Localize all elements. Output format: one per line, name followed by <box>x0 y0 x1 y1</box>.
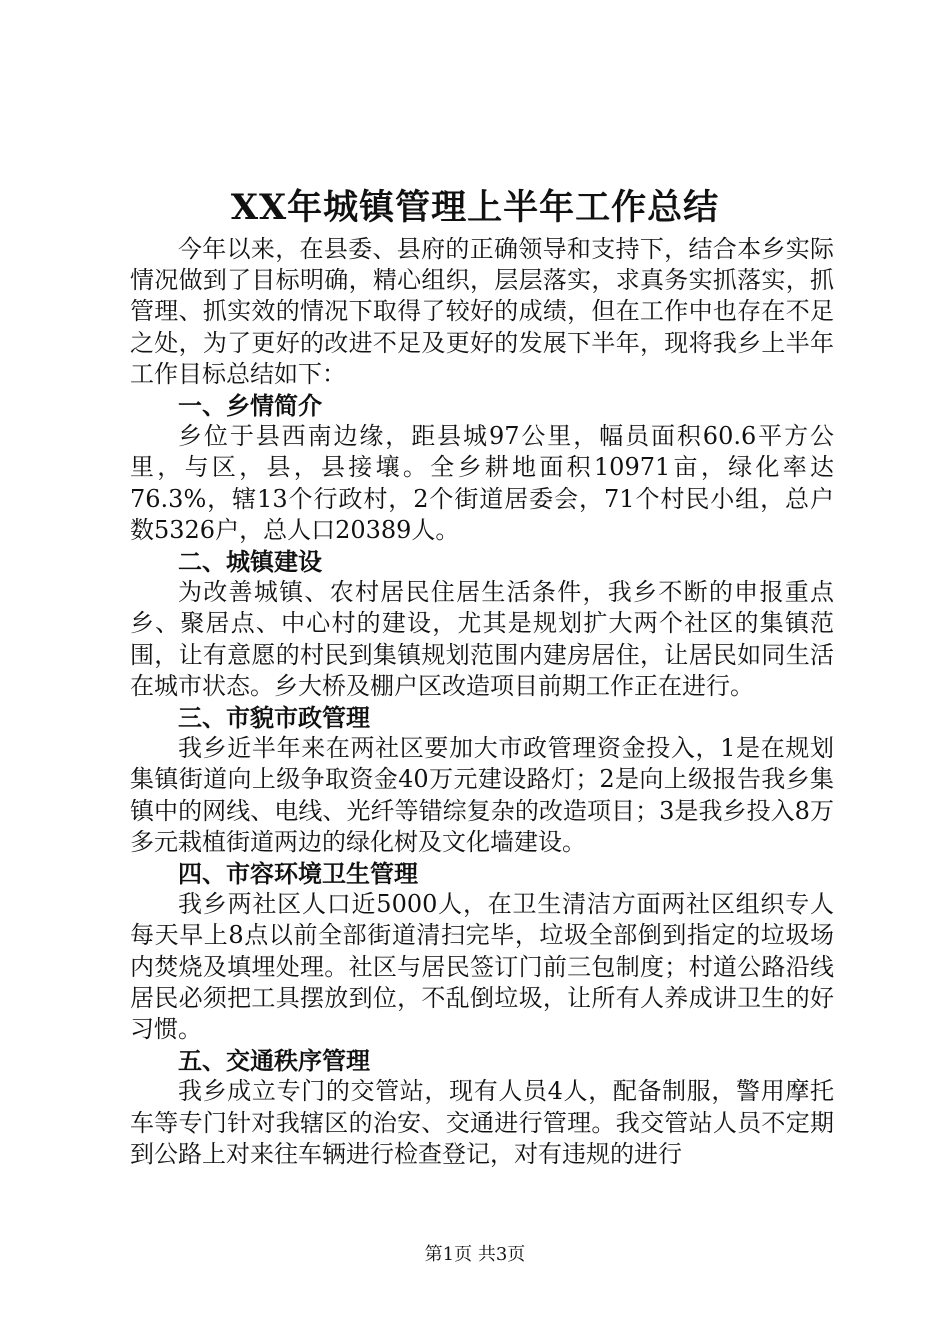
page-number-footer: 第1页 共3页 <box>424 1244 526 1265</box>
section-heading-1: 一、乡情简介 <box>178 391 322 421</box>
section-paragraph-4: 我乡两社区人口近5000人，在卫生清洁方面两社区组织专人每天早上8点以前全部街道清扫完毕，垃圾全部倒到指定的垃圾场内焚烧及填埋处理。社区与居民签订门前三包制度；村道公路沿线居民必须把工具摆放到位，不乱倒垃圾，让所有人养成讲卫生的好习惯。 <box>130 890 834 1044</box>
section-heading-5: 五、交通秩序管理 <box>178 1046 370 1076</box>
section-paragraph-2: 为改善城镇、农村居民住居生活条件，我乡不断的申报重点乡、聚居点、中心村的建设，尤其是规划扩大两个社区的集镇范围，让有意愿的村民到集镇规划范围内建房居住，让居民如同生活在城市状态。乡大桥及棚户区改造项目前期工作正在进行。 <box>130 578 834 700</box>
section-heading-2: 二、城镇建设 <box>178 547 322 577</box>
document-body <box>130 234 834 1170</box>
intro-paragraph: 今年以来，在县委、县府的正确领导和支持下，结合本乡实际情况做到了目标明确，精心组织，层层落实，求真务实抓落实，抓管理、抓实效的情况下取得了较好的成绩，但在工作中也存在不足之处，为了更好的改进不足及更好的发展下半年，现将我乡上半年工作目标总结如下： <box>130 235 834 388</box>
section-paragraph-1: 乡位于县西南边缘，距县城97公里，幅员面积60.6平方公里，与区，县，县接壤。全乡耕地面积10971亩，绿化率达76.3%，辖13个行政村，2个街道居委会，71个村民小组，总户数5326户，总人口20389人。 <box>130 422 834 544</box>
section-heading-4: 四、市容环境卫生管理 <box>178 859 418 889</box>
section-paragraph-3: 我乡近半年来在两社区要加大市政管理资金投入，1是在规划集镇街道向上级争取资金40万元建设路灯；2是向上级报告我乡集镇中的网线、电线、光纤等错综复杂的改造项目；3是我乡投入8万多元栽植街道两边的绿化树及文化墙建设。 <box>130 734 834 856</box>
section-heading-3: 三、市貌市政管理 <box>178 703 370 733</box>
document-title: XX年城镇管理上半年工作总结 <box>230 187 720 228</box>
section-paragraph-5: 我乡成立专门的交管站，现有人员4人，配备制服，警用摩托车等专门针对我辖区的治安、交通进行管理。我交管站人员不定期到公路上对来往车辆进行检查登记，对有违规的进行 <box>130 1077 834 1168</box>
